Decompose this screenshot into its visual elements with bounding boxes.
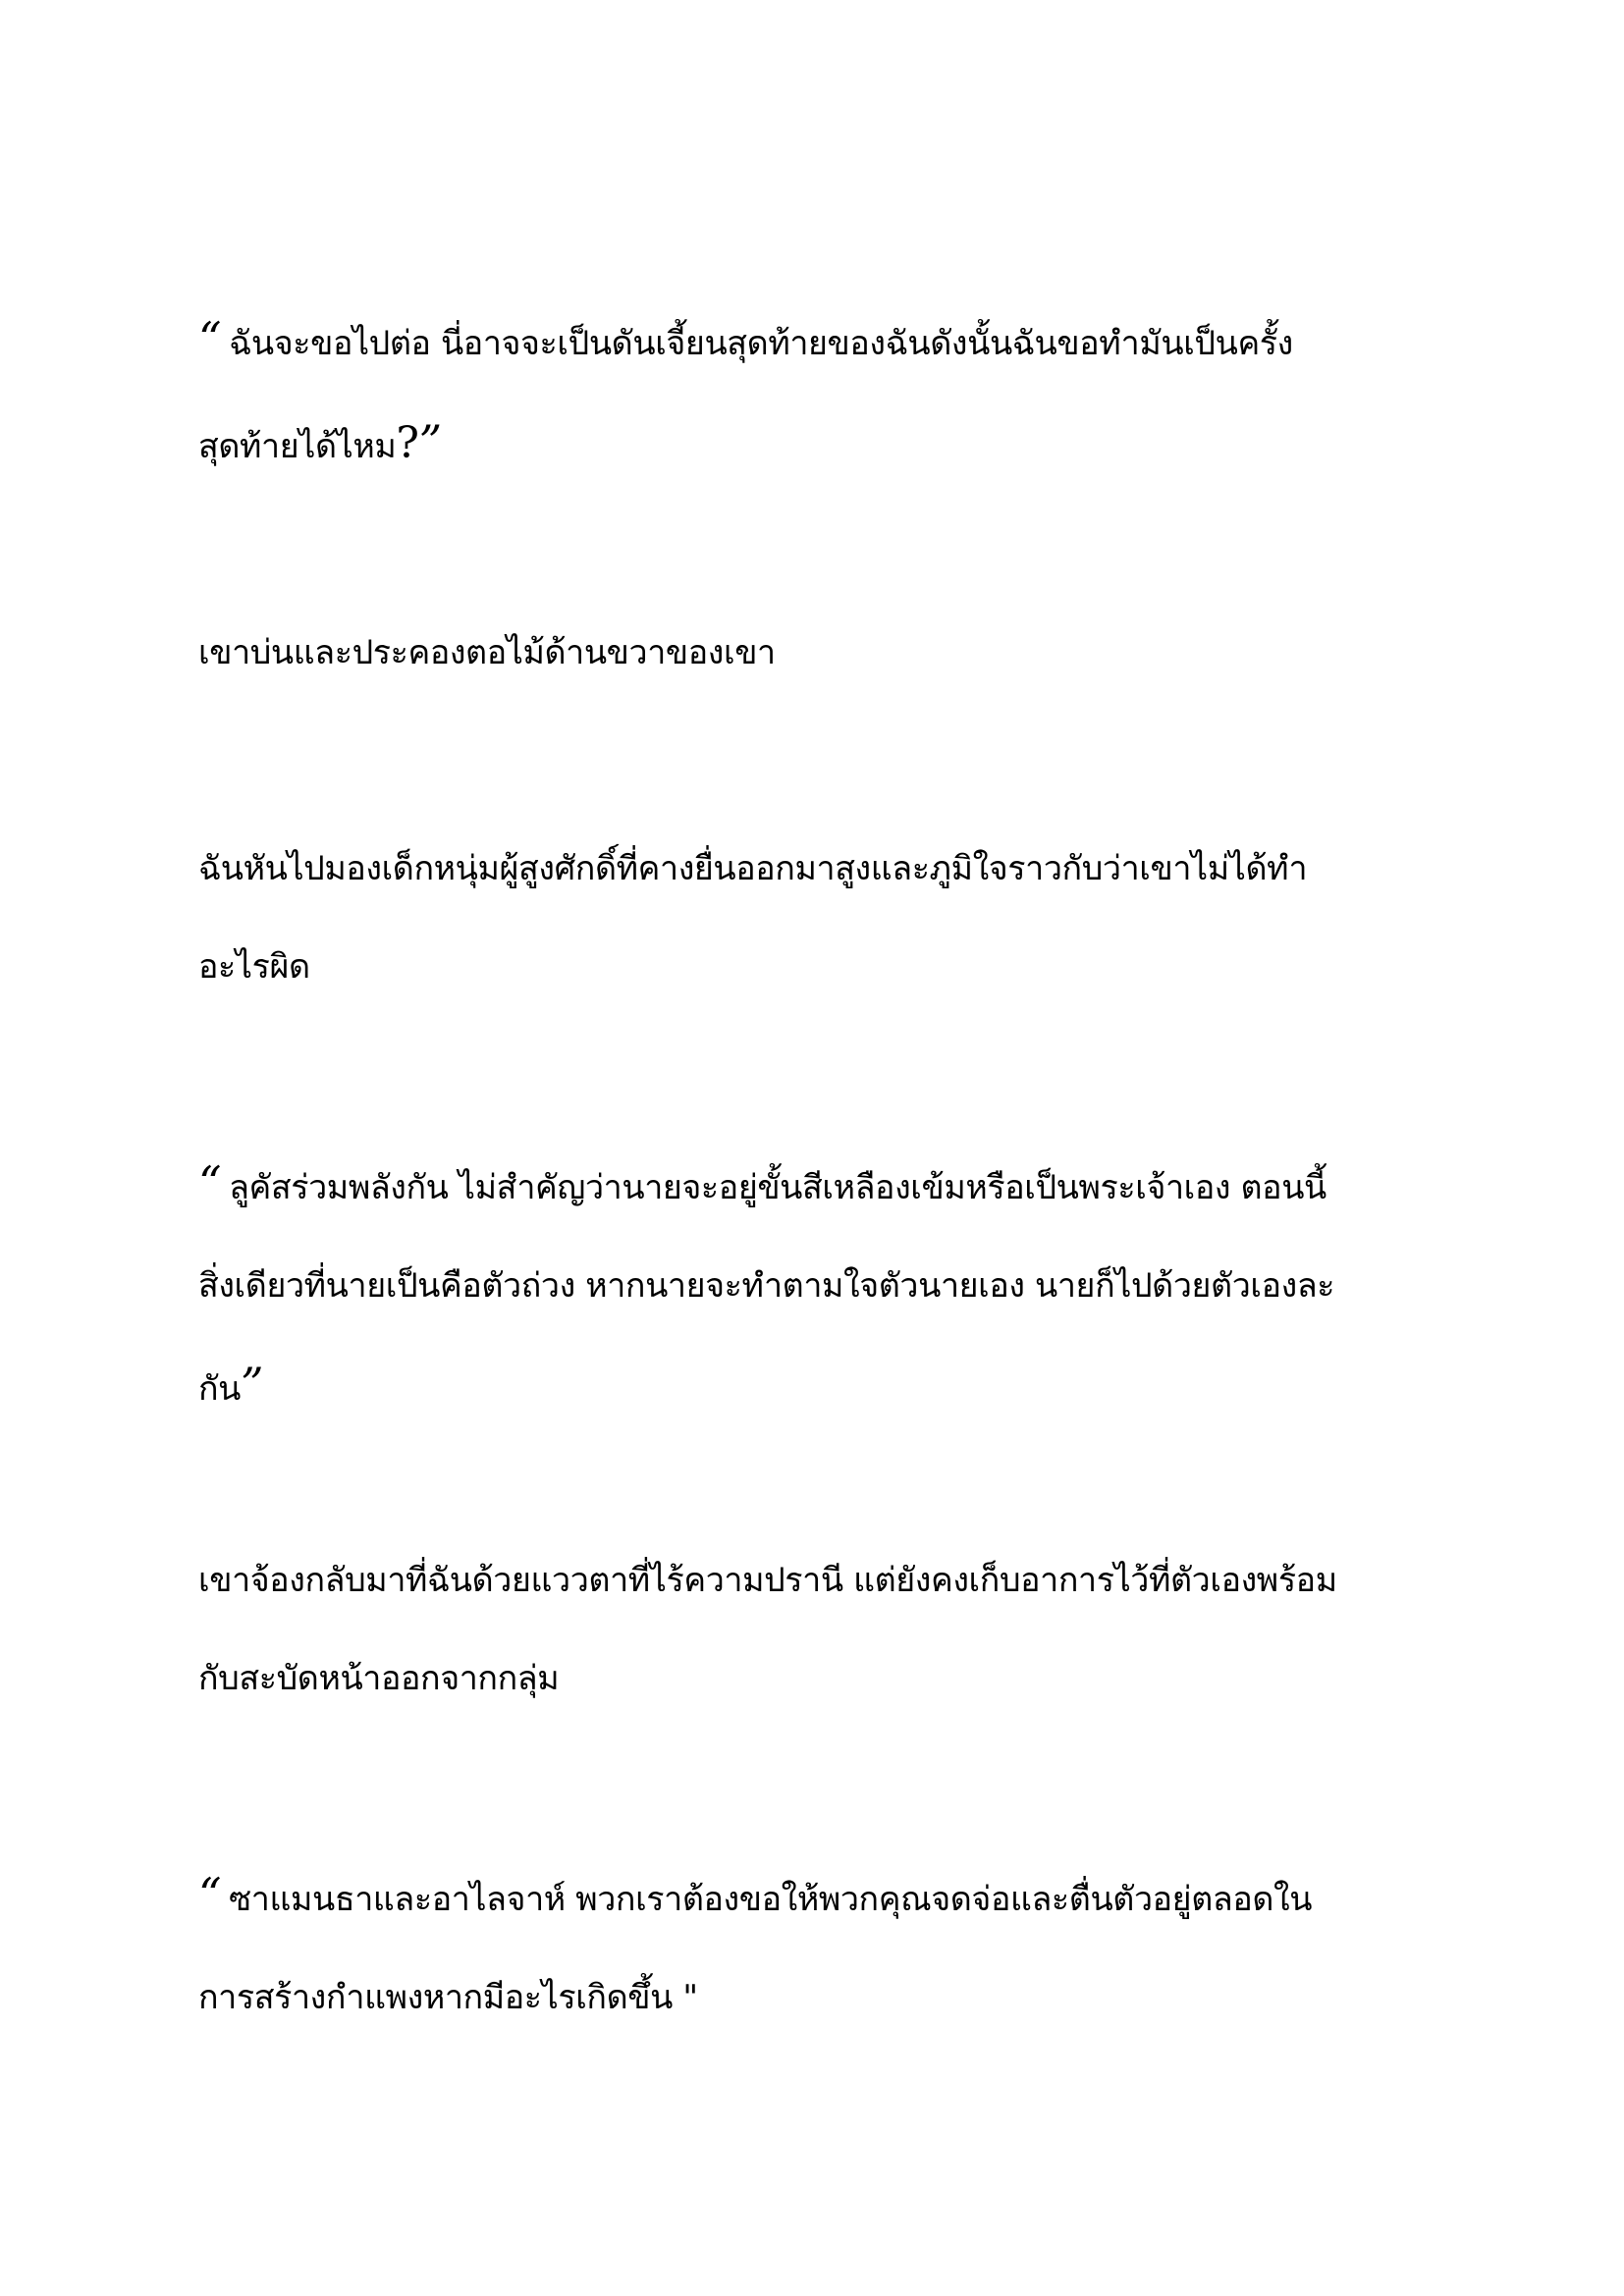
line-text: กัน — [198, 1369, 242, 1409]
text-line: สิ่งเดียวที่นายเป็นคือตัวถ่วง หากนายจะทำตามใจตัวนายเอง นายก็ไปด้วยตัวเองละ — [198, 1266, 1335, 1306]
text-line: อะไรผิด — [198, 947, 310, 987]
dialogue-paragraph — [198, 1134, 1445, 1438]
narration-paragraph — [198, 604, 1445, 702]
text-line: ฉันหันไปมองเด็กหนุ่มผู้สูงศักดิ์ที่คางยื่นออกมาสูงและภูมิใจราวกับว่าเขาไม่ได้ทำ — [198, 849, 1308, 888]
text-line: การสร้างกำแพงหากมีอะไรเกิดขึ้น " — [198, 1978, 698, 2017]
narration-paragraph — [198, 1531, 1445, 1728]
close-quote: ” — [241, 1358, 264, 1411]
text-line — [198, 1134, 1445, 1237]
text-line: เขาบ่นและประคองตอไม้ด้านขวาของเขา — [198, 633, 776, 672]
open-quote: “ — [198, 1156, 222, 1209]
text-line — [198, 1335, 1445, 1438]
close-quote: ” — [418, 415, 442, 468]
text-line: เขาจ้องกลับมาที่ฉันด้วยแววตาที่ไร้ความปรานี แต่ยังคงเก็บอาการไว้ที่ตัวเองพร้อม — [198, 1561, 1337, 1600]
open-quote: “ — [198, 312, 222, 365]
dialogue-paragraph — [198, 290, 1445, 496]
text-line — [198, 393, 1445, 496]
text-line: กับสะบัดหน้าออกจากกลุ่ม — [198, 1659, 560, 1698]
narration-paragraph — [198, 820, 1445, 1016]
open-quote: “ — [198, 1868, 222, 1921]
text-line — [198, 1845, 1445, 1949]
line-text: ลูคัสร่วมพลังกัน ไม่สำคัญว่านายจะอยู่ขั้นสีเหลืองเข้มหรือเป็นพระเจ้าเอง ตอนนี้ — [229, 1168, 1326, 1207]
line-text: ซาแมนธาและอาไลจาห์ พวกเราต้องขอให้พวกคุณจดจ่อและตื่นตัวอยู่ตลอดใน — [229, 1880, 1313, 1919]
dialogue-paragraph — [198, 1845, 1445, 2047]
text-line — [198, 290, 1445, 393]
line-text: สุดท้ายได้ไหม — [198, 427, 397, 466]
line-text: ฉันจะขอไปต่อ นี่อาจจะเป็นดันเจี้ยนสุดท้ายของฉันดังนั้นฉันขอทำมันเป็นครั้ง — [229, 324, 1293, 363]
question-mark: ? — [396, 418, 419, 468]
